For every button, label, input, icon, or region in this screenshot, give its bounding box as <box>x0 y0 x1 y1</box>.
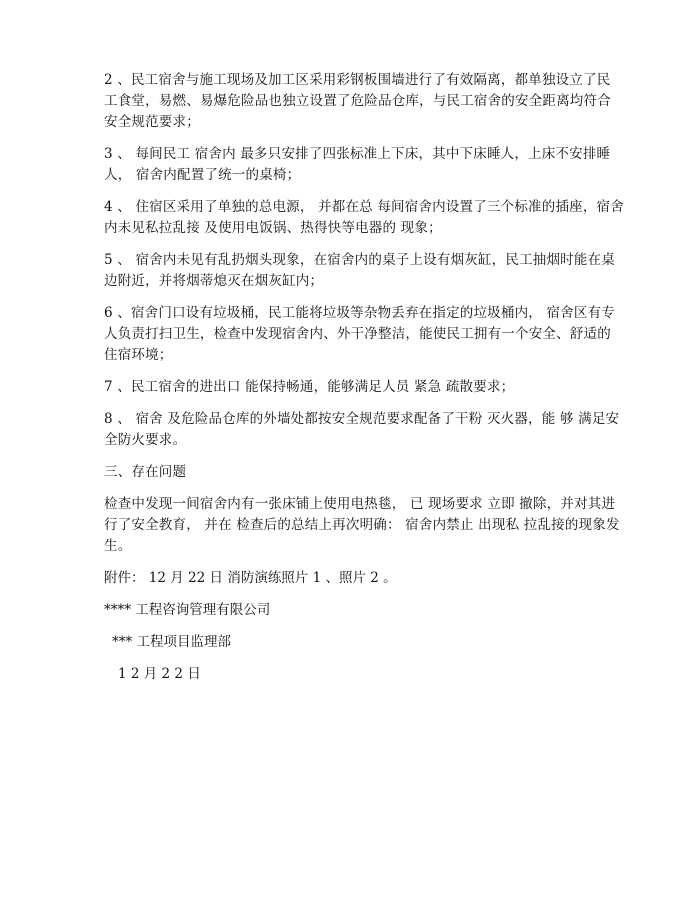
item-8-paragraph: 8 、 宿舍 及危险品仓库的外墙处都按安全规范要求配备了干粉 灭火器，能 够 满足安全防火要求。 <box>104 411 620 448</box>
item-7-paragraph: 7 、民工宿舍的进出口 能保持畅通，能够满足人员 紧急 疏散要求； <box>104 379 515 395</box>
issue-paragraph: 检查中发现一间宿舍内有一张床铺上使用电热毯， 已 现场要求 立即 撤除，并对其进行了安全教育， 并在 检查后的总结上再次明确： 宿舍内禁止 出现私 拉乱接的现象发生。 <box>104 496 620 554</box>
item-6-paragraph: 6 、宿舍门口设有垃圾桶，民工能将垃圾等杂物丢弃在指定的垃圾桶内， 宿舍区有专人负责打扫卫生，检查中发现宿舍内、外干净整洁，能使民工拥有一个安全、舒适的住宿环境； <box>104 305 615 363</box>
section-heading: 三、存在问题 <box>104 464 187 480</box>
company-name: **** 工程咨询管理有限公司 <box>104 602 271 618</box>
department-name: *** 工程项目监理部 <box>112 634 232 650</box>
item-2-paragraph: 2 、民工宿舍与施工现场及加工区采用彩钢板围墙进行了有效隔离，都单独设立了民工食堂，易燃、易爆危险品也独立设置了危险品仓库，与民工宿舍的安全距离均符合安全规范要求； <box>104 72 611 130</box>
item-3-paragraph: 3 、 每间民工 宿舍内 最多只安排了四张标准上下床，其中下床睡人，上床不安排睡人， 宿舍内配置了统一的桌椅； <box>104 146 611 183</box>
document-page <box>104 70 624 696</box>
document-date: 1 2 月 2 2 日 <box>118 666 201 682</box>
attachment-line: 附件： 12 月 22 日 消防演练照片 1 、照片 2 。 <box>104 570 397 586</box>
item-5-paragraph: 5 、 宿舍内未见有乱扔烟头现象，在宿舍内的桌子上设有烟灰缸，民工抽烟时能在桌边附近，并将烟蒂熄灭在烟灰缸内； <box>104 252 615 289</box>
item-4-paragraph: 4 、 住宿区采用了单独的总电源， 并都在总 每间宿舍内设置了三个标准的插座，宿舍内未见私拉乱接 及使用电饭锅、热得快等电器的 现象； <box>104 199 624 236</box>
